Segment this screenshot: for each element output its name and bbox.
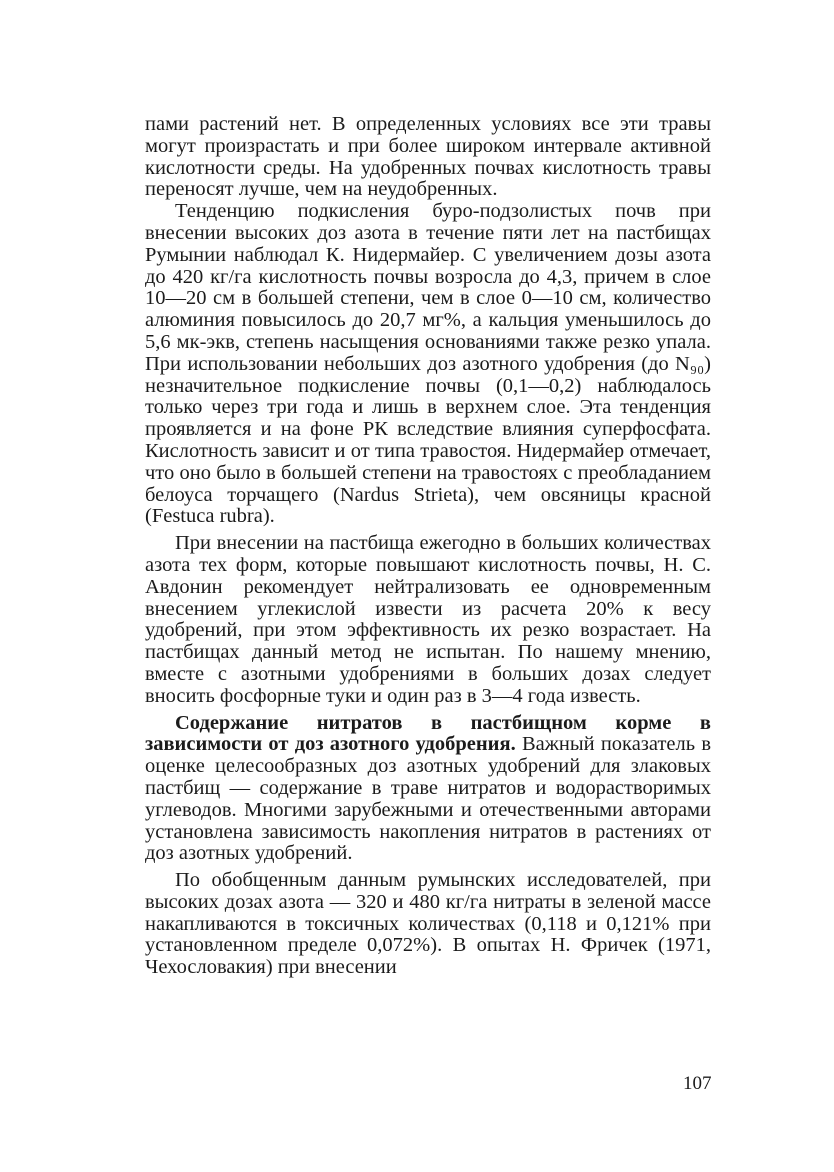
section-heading: Содержание нитратов в пастбищном корме в зависимости от доз азотного удобрения. xyxy=(145,711,711,756)
paragraph-4-body: Важный показатель в оценке целесообразных доз азотных удобрений для злаковых пастбищ — содержание в траве нитратов и водорастворимых углеводов. Многими зарубежными и отечественными авторами установлена зависимость накопления нитратов в растениях от доз азотных удобрений. xyxy=(145,733,711,865)
paragraph-5: По обобщенным данным румынских исследователей, при высоких дозах азота — 320 и 480 кг/га нитраты в зеленой массе накапливаются в токсичных количествах (0,118 и 0,121% при установленном пределе 0,072%). В опытах Н. Фричек (1971, Чехословакия) при внесении xyxy=(145,869,711,979)
page-text-block xyxy=(145,114,711,979)
paragraph-1: пами растений нет. В определенных условиях все эти травы могут произрастать и при более широком интервале активной кислотности среды. На удобренных почвах кислотность травы переносят лучше, чем на неудобренных. xyxy=(145,113,711,201)
paragraph-2: Тенденцию подкисления буро-подзолистых почв при внесении высоких доз азота в течение пяти лет на пастбищах Румынии наблюдал К. Нидермайер. С увеличением дозы азота до 420 кг/га кислотность почвы возросла до 4,3, причем в слое 10—20 см в большей степени, чем в слое 0—10 см, количество алюминия повысилось до 20,7 мг%, а кальция уменьшилось до 5,6 мк-экв, степень насыщения основаниями также резко упала. При использовании небольших доз азотного удобрения (до N₉₀) незначительное подкисление почвы (0,1—0,2) наблюдалось только через три года и лишь в верхнем слое. Эта тенденция проявляется и на фоне РК вследствие влияния суперфосфата. Кислотность зависит и от типа травостоя. Нидермайер отмечает, что оно было в большей степени на травостоях с преобладанием белоуса торчащего (Nardus Strieta), чем овсяницы красной (Festuca rubra). xyxy=(145,200,711,528)
page-number: 107 xyxy=(683,1073,712,1094)
paragraph-3: При внесении на пастбища ежегодно в больших количествах азота тех форм, которые повышают кислотность почвы, Н. С. Авдонин рекомендует нейтрализовать ее одновременным внесением углекислой извести из расчета 20% к весу удобрений, при этом эффективность их резко возрастает. На пастбищах данный метод не испытан. По нашему мнению, вместе с азотными удобрениями в больших дозах следует вносить фосфорные туки и один раз в 3—4 года известь. xyxy=(145,532,711,707)
paragraph-4 xyxy=(145,713,711,866)
